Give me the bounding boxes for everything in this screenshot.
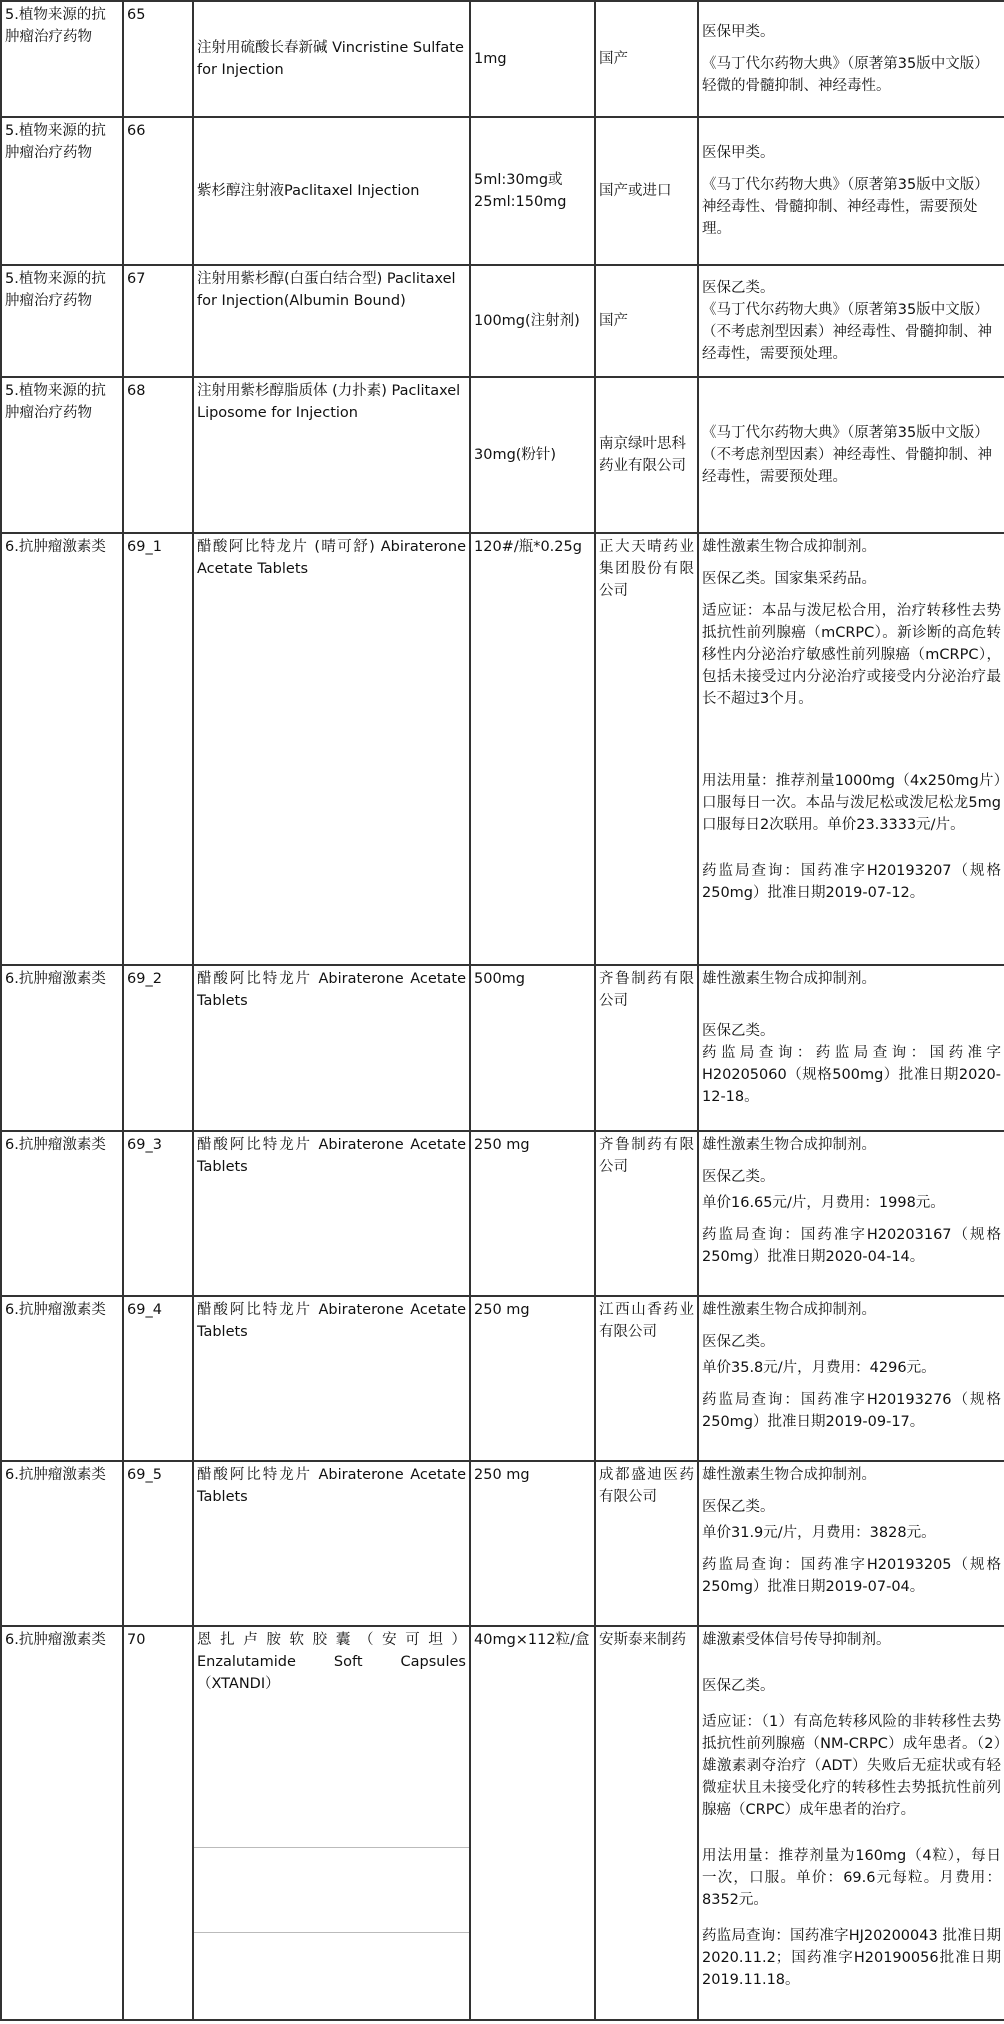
note: 雄性激素生物合成抑制剂。 — [702, 1302, 876, 1318]
maker-cell: 国产 — [595, 1, 698, 117]
note: 适应证：本品与泼尼松合用，治疗转移性去势抵抗性前列腺癌（mCRPC）。新诊断的高危转移性内分泌治疗敏感性前列腺癌（mCRPC），包括未接受过内分泌治疗或接受内分泌治疗最长不超过3个月。 — [702, 603, 1001, 707]
spec-cell: 250 mg — [470, 1296, 595, 1461]
notes-cell — [698, 377, 1004, 533]
notes-cell — [698, 265, 1004, 377]
maker-cell: 南京绿叶思科药业有限公司 — [595, 377, 698, 533]
category-cell: 5.植物来源的抗肿瘤治疗药物 — [1, 265, 123, 377]
id-cell: 66 — [123, 117, 193, 265]
spec-cell: 100mg(注射剂) — [470, 265, 595, 377]
id-cell: 68 — [123, 377, 193, 533]
table-row — [1, 1131, 1004, 1296]
note: 雄性激素生物合成抑制剂。 — [702, 539, 876, 555]
table-row — [1, 117, 1004, 265]
note: 雄性激素生物合成抑制剂。 — [702, 1467, 876, 1483]
note: 雄性激素生物合成抑制剂。 — [702, 971, 876, 987]
drug-name-cell: 注射用紫杉醇脂质体 (力扑素) Paclitaxel Liposome for Injection — [193, 377, 470, 533]
note: 医保乙类。 — [702, 1169, 775, 1185]
maker-cell: 齐鲁制药有限公司 — [595, 1131, 698, 1296]
maker-cell: 安斯泰来制药 — [595, 1626, 698, 2020]
note: 单价31.9元/片，月费用：3828元。 — [702, 1525, 936, 1541]
drug-name-cell: 醋酸阿比特龙片 Abiraterone Acetate Tablets — [193, 1131, 470, 1296]
drug-name-cell: 醋酸阿比特龙片 Abiraterone Acetate Tablets — [193, 1461, 470, 1626]
category-cell: 6.抗肿瘤激素类 — [1, 1626, 123, 2020]
note: 药监局查询：药监局查询：国药准字H20205060（规格500mg）批准日期2020-12-18。 — [702, 1045, 1001, 1105]
note: 药监局查询：国药准字H20193205（规格250mg）批准日期2019-07-04。 — [702, 1557, 1001, 1595]
note: 医保乙类。 — [702, 1334, 775, 1350]
maker-cell: 国产或进口 — [595, 117, 698, 265]
spec-cell: 5ml:30mg或25ml:150mg — [470, 117, 595, 265]
id-cell: 65 — [123, 1, 193, 117]
category-cell: 6.抗肿瘤激素类 — [1, 1461, 123, 1626]
table-row — [1, 533, 1004, 965]
maker-cell: 正大天晴药业集团股份有限公司 — [595, 533, 698, 965]
spec-cell: 40mg×112粒/盒 — [470, 1626, 595, 2020]
note: 用法用量：推荐剂量1000mg（4x250mg片）口服每日一次。本品与泼尼松或泼尼松龙5mg口服每日2次联用。单价23.3333元/片。 — [702, 773, 1001, 833]
id-cell: 69_4 — [123, 1296, 193, 1461]
spec-cell: 30mg(粉针) — [470, 377, 595, 533]
category-cell: 5.植物来源的抗肿瘤治疗药物 — [1, 377, 123, 533]
id-cell: 69_2 — [123, 965, 193, 1131]
note: 药监局查询：国药准字H20193276（规格250mg）批准日期2019-09-17。 — [702, 1392, 1001, 1430]
table-row — [1, 377, 1004, 533]
drug-name-cell: 注射用紫杉醇(白蛋白结合型) Paclitaxel for Injection(Albumin Bound) — [193, 265, 470, 377]
category-cell: 6.抗肿瘤激素类 — [1, 1296, 123, 1461]
note: 医保甲类。 — [702, 145, 775, 161]
maker-cell: 成都盛迪医药有限公司 — [595, 1461, 698, 1626]
note: 雄激素受体信号传导抑制剂。 — [702, 1632, 891, 1648]
id-cell: 67 — [123, 265, 193, 377]
note: 医保乙类。 — [702, 1023, 775, 1039]
maker-cell: 江西山香药业有限公司 — [595, 1296, 698, 1461]
table-row — [1, 965, 1004, 1131]
note: 《马丁代尔药物大典》（原著第35版中文版）（不考虑剂型因素）神经毒性、骨髓抑制、神经毒性，需要预处理。 — [702, 425, 992, 485]
drug-name-cell: 醋酸阿比特龙片 Abiraterone Acetate Tablets — [193, 965, 470, 1131]
drug-name-text: 恩扎卢胺软胶囊（安可坦）Enzalutamide Soft Capsules（XTANDI） — [197, 1632, 466, 1692]
category-cell: 5.植物来源的抗肿瘤治疗药物 — [1, 1, 123, 117]
maker-cell: 国产 — [595, 265, 698, 377]
maker-cell: 齐鲁制药有限公司 — [595, 965, 698, 1131]
spec-cell: 1mg — [470, 1, 595, 117]
drug-name-cell — [193, 1626, 470, 2020]
spec-cell: 120#/瓶*0.25g — [470, 533, 595, 965]
note: 药监局查询：国药准字H20193207（规格250mg）批准日期2019-07-12。 — [702, 863, 1001, 901]
inner-divider — [193, 1932, 470, 1933]
drug-name-cell: 紫杉醇注射液Paclitaxel Injection — [193, 117, 470, 265]
category-cell: 5.植物来源的抗肿瘤治疗药物 — [1, 117, 123, 265]
note: 适应证：（1）有高危转移风险的非转移性去势抵抗性前列腺癌（NM-CRPC）成年患者。（2）雄激素剥夺治疗（ADT）失败后无症状或有轻微症状且未接受化疗的转移性去势抵抗性前列腺癌（CRPC）成年患者的治疗。 — [702, 1714, 1001, 1818]
id-cell: 69_1 — [123, 533, 193, 965]
drug-name-cell: 注射用硫酸长春新碱 Vincristine Sulfate for Injection — [193, 1, 470, 117]
table-row — [1, 265, 1004, 377]
notes-cell — [698, 117, 1004, 265]
category-cell: 6.抗肿瘤激素类 — [1, 965, 123, 1131]
id-cell: 70 — [123, 1626, 193, 2020]
spec-cell: 500mg — [470, 965, 595, 1131]
note: 医保乙类。 — [702, 1499, 775, 1515]
table-row — [1, 1461, 1004, 1626]
table-row — [1, 1626, 1004, 2020]
note: 单价16.65元/片，月费用：1998元。 — [702, 1195, 945, 1211]
note: 雄性激素生物合成抑制剂。 — [702, 1137, 876, 1153]
inner-divider — [193, 1847, 470, 1848]
notes-cell — [698, 1, 1004, 117]
id-cell: 69_5 — [123, 1461, 193, 1626]
note: 医保乙类。国家集采药品。 — [702, 571, 876, 587]
note: 医保甲类。 — [702, 24, 775, 40]
note: 用法用量：推荐剂量为160mg（4粒），每日一次，口服。单价：69.6元每粒。月费用：8352元。 — [702, 1848, 1001, 1908]
note: 《马丁代尔药物大典》（原著第35版中文版）（不考虑剂型因素）神经毒性、骨髓抑制、神经毒性，需要预处理。 — [702, 302, 992, 362]
spec-cell: 250 mg — [470, 1461, 595, 1626]
notes-cell — [698, 1296, 1004, 1461]
note: 医保乙类。 — [702, 280, 775, 296]
note: 单价35.8元/片，月费用：4296元。 — [702, 1360, 936, 1376]
table-row — [1, 1, 1004, 117]
category-cell: 6.抗肿瘤激素类 — [1, 533, 123, 965]
notes-cell — [698, 533, 1004, 965]
notes-cell — [698, 1461, 1004, 1626]
category-cell: 6.抗肿瘤激素类 — [1, 1131, 123, 1296]
notes-cell — [698, 1131, 1004, 1296]
table-row — [1, 1296, 1004, 1461]
note: 《马丁代尔药物大典》（原著第35版中文版）神经毒性、骨髓抑制、神经毒性，需要预处理。 — [702, 177, 989, 237]
drug-name-cell: 醋酸阿比特龙片 (晴可舒) Abiraterone Acetate Tablets — [193, 533, 470, 965]
note: 药监局查询：国药准字HJ20200043 批准日期2020.11.2；国药准字H20190056批准日期2019.11.18。 — [702, 1928, 1001, 1988]
drug-name-cell: 醋酸阿比特龙片 Abiraterone Acetate Tablets — [193, 1296, 470, 1461]
notes-cell — [698, 1626, 1004, 2020]
note: 药监局查询：国药准字H20203167（规格250mg）批准日期2020-04-14。 — [702, 1227, 1001, 1265]
note: 《马丁代尔药物大典》（原著第35版中文版）轻微的骨髓抑制、神经毒性。 — [702, 56, 989, 94]
spec-cell: 250 mg — [470, 1131, 595, 1296]
id-cell: 69_3 — [123, 1131, 193, 1296]
note: 医保乙类。 — [702, 1678, 775, 1694]
notes-cell — [698, 965, 1004, 1131]
